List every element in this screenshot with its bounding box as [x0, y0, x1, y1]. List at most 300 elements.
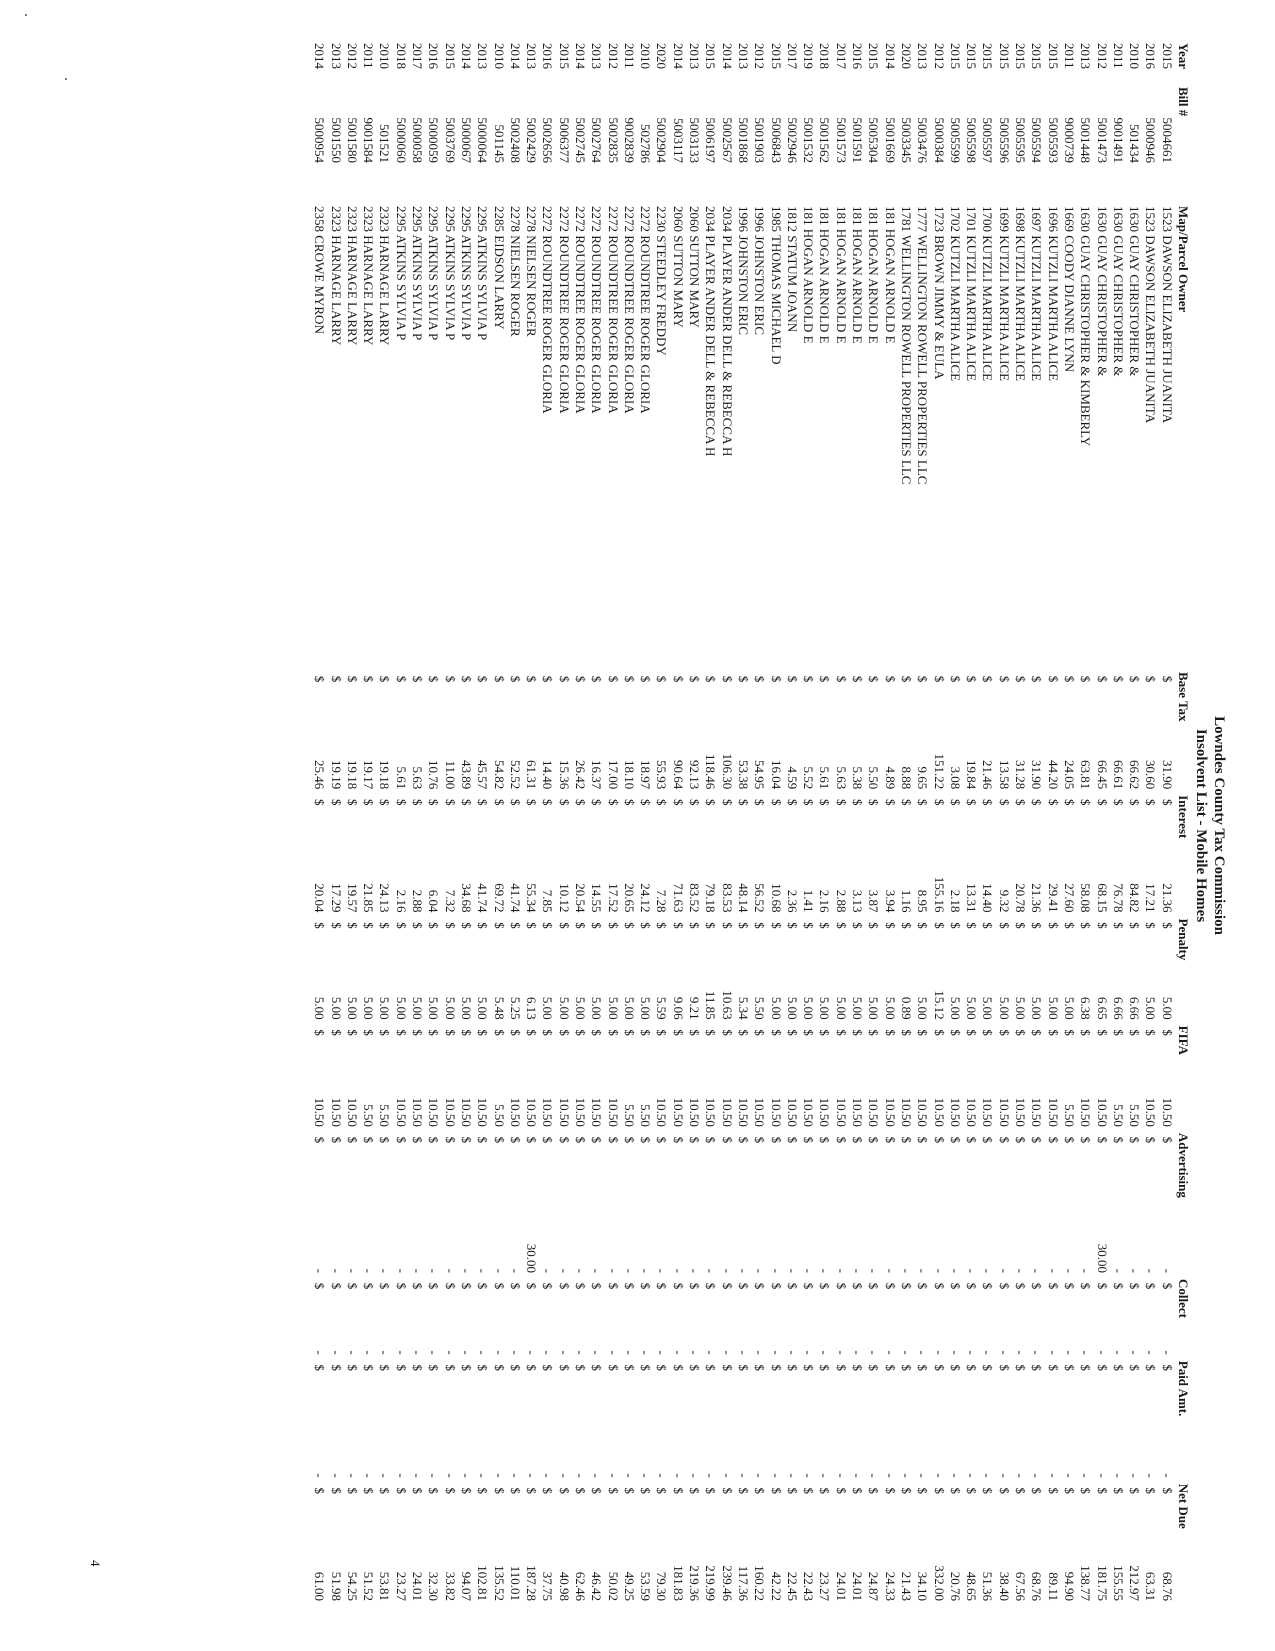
cell-adv: -: [670, 1268, 686, 1273]
cell-interest: 17.29: [328, 883, 344, 913]
cell-year: 2017: [784, 43, 800, 69]
cell-net: 62.46: [573, 1571, 589, 1601]
cell-collect: -: [344, 1350, 360, 1355]
cell-currency-symbol: $: [817, 675, 833, 683]
cell-interest: 10.12: [556, 883, 572, 913]
cell-penalty: 5.00: [996, 996, 1012, 1020]
table-row: [458, 40, 474, 1604]
cell-fifa: 10.50: [687, 1097, 703, 1127]
cell-currency-symbol: $: [377, 922, 393, 929]
cell-currency-symbol: $: [898, 1487, 914, 1494]
cell-currency-symbol: $: [540, 1136, 556, 1144]
cell-currency-symbol: $: [1127, 1487, 1143, 1494]
cell-base: 3.08: [947, 766, 963, 790]
cell-currency-symbol: $: [703, 1282, 719, 1290]
cell-map-parcel-owner: 1812 STATUM JOANN: [784, 206, 800, 333]
cell-currency-symbol: $: [361, 922, 377, 929]
cell-currency-symbol: $: [377, 1136, 393, 1144]
cell-currency-symbol: $: [850, 1136, 866, 1144]
cell-paid: -: [344, 1473, 360, 1478]
cell-currency-symbol: $: [524, 1487, 540, 1494]
cell-currency-symbol: $: [605, 1487, 621, 1494]
table-row: [392, 40, 408, 1604]
cell-base: 24.05: [1061, 760, 1077, 790]
cell-currency-symbol: $: [524, 675, 540, 683]
cell-currency-symbol: $: [605, 1282, 621, 1290]
cell-currency-symbol: $: [964, 1136, 980, 1144]
cell-base: 5.63: [833, 766, 849, 790]
cell-currency-symbol: $: [980, 922, 996, 929]
cell-base: 66.62: [1127, 760, 1143, 790]
cell-penalty: 5.00: [458, 996, 474, 1020]
table-row: [653, 40, 669, 1604]
cell-fifa: 10.50: [1094, 1097, 1110, 1127]
cell-map-parcel-owner: 2295 ATKINS SYLVIA P: [410, 206, 426, 341]
cell-net: 24.33: [882, 1571, 898, 1601]
cell-currency-symbol: $: [621, 922, 637, 929]
cell-base: 14.40: [540, 760, 556, 790]
cell-interest: 68.15: [1094, 883, 1110, 913]
cell-fifa: 10.50: [540, 1097, 556, 1127]
cell-currency-symbol: $: [426, 1136, 442, 1144]
cell-paid: -: [833, 1473, 849, 1478]
cell-currency-symbol: $: [833, 1364, 849, 1371]
cell-bill-number: 5005597: [980, 117, 996, 163]
cell-currency-symbol: $: [670, 922, 686, 929]
cell-bill-number: 9001584: [361, 117, 377, 163]
cell-currency-symbol: $: [654, 1364, 670, 1371]
cell-year: 2017: [410, 43, 426, 69]
cell-base: 16.04: [768, 760, 784, 790]
cell-collect: -: [980, 1350, 996, 1355]
cell-adv: -: [1045, 1268, 1061, 1273]
cell-collect: -: [703, 1350, 719, 1355]
cell-currency-symbol: $: [1078, 922, 1094, 929]
cell-currency-symbol: $: [556, 1487, 572, 1494]
cell-year: 2012: [344, 43, 360, 69]
cell-currency-symbol: $: [540, 922, 556, 929]
cell-base: 4.59: [784, 766, 800, 790]
cell-adv: -: [719, 1268, 735, 1273]
cell-base: 61.31: [524, 760, 540, 790]
cell-interest: 69.72: [491, 883, 507, 913]
cell-fifa: 10.50: [931, 1097, 947, 1127]
cell-currency-symbol: $: [1127, 922, 1143, 929]
cell-year: 2011: [361, 43, 377, 69]
cell-currency-symbol: $: [1045, 1487, 1061, 1494]
cell-currency-symbol: $: [344, 675, 360, 683]
cell-fifa: 10.50: [556, 1097, 572, 1127]
cell-bill-number: 5002429: [524, 117, 540, 163]
cell-bill-number: 5000384: [931, 117, 947, 163]
cell-currency-symbol: $: [556, 675, 572, 683]
cell-paid: -: [719, 1473, 735, 1478]
table-row: [995, 40, 1011, 1604]
cell-currency-symbol: $: [931, 1487, 947, 1494]
cell-currency-symbol: $: [1143, 1282, 1159, 1290]
cell-currency-symbol: $: [344, 1364, 360, 1371]
cell-net: 219.36: [687, 1565, 703, 1601]
cell-collect: -: [670, 1350, 686, 1355]
cell-map-parcel-owner: 1696 KUTZLI MARTHA ALICE: [1045, 206, 1061, 382]
table-row: [474, 40, 490, 1604]
cell-currency-symbol: $: [1094, 1364, 1110, 1371]
cell-currency-symbol: $: [915, 922, 931, 929]
table-row: [409, 40, 425, 1604]
cell-paid: -: [328, 1473, 344, 1478]
page-number: 4: [88, 1560, 103, 1567]
cell-map-parcel-owner: 2295 ATKINS SYLVIA P: [475, 206, 491, 341]
table-row: [1110, 40, 1126, 1604]
col-header-year: Year: [1176, 43, 1191, 69]
cell-fifa: 10.50: [980, 1097, 996, 1127]
cell-year: 2010: [377, 43, 393, 69]
cell-currency-symbol: $: [393, 675, 409, 683]
cell-interest: 20.78: [1013, 883, 1029, 913]
cell-net: 138.77: [1078, 1565, 1094, 1601]
table-row: [1158, 40, 1174, 1604]
cell-currency-symbol: $: [1029, 1282, 1045, 1290]
cell-currency-symbol: $: [735, 1282, 751, 1290]
cell-bill-number: 5003133: [687, 117, 703, 163]
cell-currency-symbol: $: [833, 1029, 849, 1036]
cell-fifa: 10.50: [784, 1097, 800, 1127]
col-header-interest: Interest: [1176, 795, 1191, 839]
cell-map-parcel-owner: 2272 ROUNDTREE ROGER GLORIA: [540, 206, 556, 414]
cell-currency-symbol: $: [1143, 1136, 1159, 1144]
cell-currency-symbol: $: [361, 1282, 377, 1290]
cell-bill-number: 5001580: [344, 117, 360, 163]
cell-currency-symbol: $: [344, 1136, 360, 1144]
cell-currency-symbol: $: [1029, 1136, 1045, 1144]
cell-currency-symbol: $: [931, 1282, 947, 1290]
cell-collect: -: [475, 1350, 491, 1355]
cell-map-parcel-owner: 2278 NIELSEN ROGER: [524, 206, 540, 337]
cell-net: 40.98: [556, 1571, 572, 1601]
cell-currency-symbol: $: [328, 675, 344, 683]
cell-currency-symbol: $: [768, 675, 784, 683]
cell-paid: -: [605, 1473, 621, 1478]
cell-fifa: 10.50: [654, 1097, 670, 1127]
cell-currency-symbol: $: [328, 1029, 344, 1036]
cell-currency-symbol: $: [687, 922, 703, 929]
cell-adv: 30.00: [524, 1243, 540, 1273]
cell-year: 2013: [328, 43, 344, 69]
cell-map-parcel-owner: 1699 KUTZLI MARTHA ALICE: [996, 206, 1012, 382]
cell-paid: -: [1127, 1473, 1143, 1478]
cell-currency-symbol: $: [589, 1029, 605, 1036]
cell-paid: -: [1029, 1473, 1045, 1478]
cell-currency-symbol: $: [556, 922, 572, 929]
cell-currency-symbol: $: [817, 922, 833, 929]
cell-year: 2010: [1127, 43, 1143, 69]
cell-paid: -: [1061, 1473, 1077, 1478]
cell-currency-symbol: $: [1159, 1282, 1175, 1290]
cell-currency-symbol: $: [426, 1364, 442, 1371]
cell-bill-number: 502786: [638, 124, 654, 163]
cell-currency-symbol: $: [964, 922, 980, 929]
cell-interest: 55.34: [524, 883, 540, 913]
cell-net: 51.52: [361, 1571, 377, 1601]
cell-currency-symbol: $: [882, 1136, 898, 1144]
cell-currency-symbol: $: [670, 1364, 686, 1371]
cell-map-parcel-owner: 181 HOGAN ARNOLD E: [801, 206, 817, 344]
cell-currency-symbol: $: [996, 1136, 1012, 1144]
cell-currency-symbol: $: [898, 799, 914, 806]
cell-collect: -: [491, 1350, 507, 1355]
cell-net: 135.52: [491, 1565, 507, 1601]
cell-adv: -: [377, 1268, 393, 1273]
cell-bill-number: 501521: [377, 124, 393, 163]
cell-currency-symbol: $: [670, 1487, 686, 1494]
cell-base: 66.61: [1110, 760, 1126, 790]
cell-collect: -: [784, 1350, 800, 1355]
cell-paid: -: [752, 1473, 768, 1478]
cell-currency-symbol: $: [1061, 1136, 1077, 1144]
cell-paid: -: [1013, 1473, 1029, 1478]
table-row: [311, 40, 327, 1604]
cell-currency-symbol: $: [1127, 1282, 1143, 1290]
cell-currency-symbol: $: [768, 922, 784, 929]
cell-adv: -: [980, 1268, 996, 1273]
cell-base: 11.00: [442, 760, 458, 790]
cell-currency-symbol: $: [507, 1487, 523, 1494]
cell-currency-symbol: $: [980, 1487, 996, 1494]
cell-currency-symbol: $: [1061, 922, 1077, 929]
cell-penalty: 5.00: [410, 996, 426, 1020]
cell-net: 42.22: [768, 1571, 784, 1601]
cell-currency-symbol: $: [703, 1364, 719, 1371]
cell-currency-symbol: $: [540, 1364, 556, 1371]
cell-penalty: 5.00: [784, 996, 800, 1020]
cell-collect: -: [426, 1350, 442, 1355]
cell-currency-symbol: $: [654, 675, 670, 683]
cell-currency-symbol: $: [768, 1282, 784, 1290]
cell-paid: -: [540, 1473, 556, 1478]
cell-adv: -: [866, 1268, 882, 1273]
cell-currency-symbol: $: [931, 799, 947, 806]
cell-currency-symbol: $: [833, 1487, 849, 1494]
cell-fifa: 10.50: [312, 1097, 328, 1127]
cell-interest: 24.12: [638, 883, 654, 913]
cell-currency-symbol: $: [1013, 922, 1029, 929]
cell-paid: -: [1094, 1473, 1110, 1478]
cell-currency-symbol: $: [589, 1282, 605, 1290]
cell-base: 5.63: [410, 766, 426, 790]
cell-currency-symbol: $: [915, 675, 931, 683]
table-row: [702, 40, 718, 1604]
cell-currency-symbol: $: [931, 1029, 947, 1036]
cell-bill-number: 501145: [491, 124, 507, 163]
cell-currency-symbol: $: [621, 1029, 637, 1036]
cell-adv: -: [768, 1268, 784, 1273]
cell-currency-symbol: $: [964, 1029, 980, 1036]
cell-currency-symbol: $: [491, 1364, 507, 1371]
cell-fifa: 10.50: [947, 1097, 963, 1127]
cell-currency-symbol: $: [654, 1136, 670, 1144]
cell-currency-symbol: $: [882, 1364, 898, 1371]
cell-currency-symbol: $: [328, 1282, 344, 1290]
table-row: [784, 40, 800, 1604]
col-header-net-due: Net Due: [1176, 1483, 1191, 1529]
cell-currency-symbol: $: [833, 1282, 849, 1290]
document-subtitle: Insolvent List - Mobile Homes: [1193, 728, 1209, 923]
table-row: [441, 40, 457, 1604]
cell-base: 31.90: [1029, 760, 1045, 790]
cell-currency-symbol: $: [524, 1136, 540, 1144]
cell-currency-symbol: $: [882, 922, 898, 929]
cell-interest: 21.36: [1029, 883, 1045, 913]
cell-net: 22.43: [801, 1571, 817, 1601]
cell-currency-symbol: $: [687, 799, 703, 806]
cell-collect: -: [540, 1350, 556, 1355]
cell-currency-symbol: $: [344, 1487, 360, 1494]
cell-currency-symbol: $: [1029, 1029, 1045, 1036]
cell-currency-symbol: $: [882, 675, 898, 683]
cell-interest: 1.16: [898, 889, 914, 913]
cell-currency-symbol: $: [556, 1364, 572, 1371]
cell-adv: -: [426, 1268, 442, 1273]
cell-bill-number: 5005595: [1013, 117, 1029, 163]
cell-currency-symbol: $: [507, 1364, 523, 1371]
table-row: [800, 40, 816, 1604]
cell-currency-symbol: $: [768, 1029, 784, 1036]
cell-currency-symbol: $: [312, 799, 328, 806]
cell-currency-symbol: $: [801, 922, 817, 929]
cell-fifa: 5.50: [1127, 1104, 1143, 1127]
table-row: [1012, 40, 1028, 1604]
cell-currency-symbol: $: [801, 1282, 817, 1290]
cell-interest: 71.63: [670, 883, 686, 913]
cell-adv: -: [752, 1268, 768, 1273]
cell-fifa: 10.50: [507, 1097, 523, 1127]
cell-currency-symbol: $: [1110, 1282, 1126, 1290]
cell-currency-symbol: $: [426, 1487, 442, 1494]
cell-bill-number: 5002835: [605, 117, 621, 163]
cell-bill-number: 5000064: [475, 117, 491, 163]
cell-interest: 79.18: [703, 883, 719, 913]
cell-interest: 2.88: [410, 889, 426, 913]
cell-bill-number: 5006377: [556, 117, 572, 163]
cell-currency-symbol: $: [1094, 1136, 1110, 1144]
cell-currency-symbol: $: [915, 1136, 931, 1144]
cell-interest: 6.04: [426, 889, 442, 913]
col-header-penalty: Penalty: [1176, 918, 1191, 961]
cell-collect: -: [1061, 1350, 1077, 1355]
cell-collect: -: [393, 1350, 409, 1355]
cell-map-parcel-owner: 1698 KUTZLI MARTHA ALICE: [1013, 206, 1029, 382]
cell-collect: -: [898, 1350, 914, 1355]
cell-interest: 7.32: [442, 889, 458, 913]
cell-year: 2012: [605, 43, 621, 69]
cell-currency-symbol: $: [377, 799, 393, 806]
cell-collect: -: [817, 1350, 833, 1355]
cell-adv: -: [410, 1268, 426, 1273]
cell-currency-symbol: $: [996, 922, 1012, 929]
cell-currency-symbol: $: [703, 1029, 719, 1036]
cell-fifa: 10.50: [817, 1097, 833, 1127]
cell-currency-symbol: $: [491, 1029, 507, 1036]
cell-currency-symbol: $: [947, 1282, 963, 1290]
cell-net: 181.83: [670, 1565, 686, 1601]
cell-collect: -: [654, 1350, 670, 1355]
cell-paid: -: [638, 1473, 654, 1478]
cell-year: 2016: [1143, 43, 1159, 69]
cell-year: 2015: [768, 43, 784, 69]
cell-currency-symbol: $: [605, 922, 621, 929]
cell-penalty: 5.00: [1045, 996, 1061, 1020]
cell-base: 8.88: [898, 766, 914, 790]
cell-penalty: 5.00: [426, 996, 442, 1020]
cell-currency-symbol: $: [947, 1136, 963, 1144]
cell-year: 2014: [312, 43, 328, 69]
cell-year: 2013: [915, 43, 931, 69]
cell-currency-symbol: $: [393, 1364, 409, 1371]
cell-base: 5.52: [801, 766, 817, 790]
cell-currency-symbol: $: [801, 799, 817, 806]
cell-year: 2013: [1078, 43, 1094, 69]
cell-adv: -: [654, 1268, 670, 1273]
cell-currency-symbol: $: [540, 1029, 556, 1036]
cell-map-parcel-owner: 1523 DAWSON ELIZABETH JUANITA: [1143, 206, 1159, 424]
cell-currency-symbol: $: [964, 1364, 980, 1371]
cell-currency-symbol: $: [703, 1487, 719, 1494]
cell-currency-symbol: $: [735, 799, 751, 806]
cell-adv: -: [915, 1268, 931, 1273]
cell-collect: -: [1159, 1350, 1175, 1355]
cell-year: 2015: [947, 43, 963, 69]
cell-currency-symbol: $: [1045, 922, 1061, 929]
cell-interest: 155.16: [931, 876, 947, 913]
cell-currency-symbol: $: [426, 1282, 442, 1290]
cell-bill-number: 9001491: [1110, 117, 1126, 163]
cell-year: 2013: [735, 43, 751, 69]
cell-currency-symbol: $: [964, 1487, 980, 1494]
cell-interest: 2.16: [817, 889, 833, 913]
cell-paid: -: [1078, 1473, 1094, 1478]
table-row: [832, 40, 848, 1604]
insolvent-list-table: [311, 40, 1191, 1604]
cell-currency-symbol: $: [361, 799, 377, 806]
cell-collect: -: [947, 1350, 963, 1355]
cell-penalty: 5.00: [1061, 996, 1077, 1020]
cell-year: 2012: [931, 43, 947, 69]
cell-adv: -: [507, 1268, 523, 1273]
cell-year: 2013: [687, 43, 703, 69]
cell-penalty: 5.00: [915, 996, 931, 1020]
cell-collect: -: [1094, 1350, 1110, 1355]
cell-currency-symbol: $: [638, 1364, 654, 1371]
cell-currency-symbol: $: [735, 675, 751, 683]
cell-currency-symbol: $: [312, 1136, 328, 1144]
cell-currency-symbol: $: [410, 1029, 426, 1036]
cell-net: 24.01: [410, 1571, 426, 1601]
cell-collect: -: [312, 1350, 328, 1355]
cell-map-parcel-owner: 2358 CROWE MYRON: [312, 206, 328, 334]
cell-year: 2016: [540, 43, 556, 69]
table-row: [1028, 40, 1044, 1604]
cell-currency-symbol: $: [442, 1029, 458, 1036]
cell-currency-symbol: $: [1078, 1029, 1094, 1036]
cell-currency-symbol: $: [1045, 675, 1061, 683]
cell-interest: 48.14: [735, 883, 751, 913]
cell-currency-symbol: $: [1159, 675, 1175, 683]
cell-penalty: 5.00: [866, 996, 882, 1020]
cell-currency-symbol: $: [752, 1136, 768, 1144]
cell-currency-symbol: $: [524, 1029, 540, 1036]
cell-currency-symbol: $: [654, 922, 670, 929]
cell-map-parcel-owner: 2323 HARNAGE LARRY: [328, 206, 344, 346]
